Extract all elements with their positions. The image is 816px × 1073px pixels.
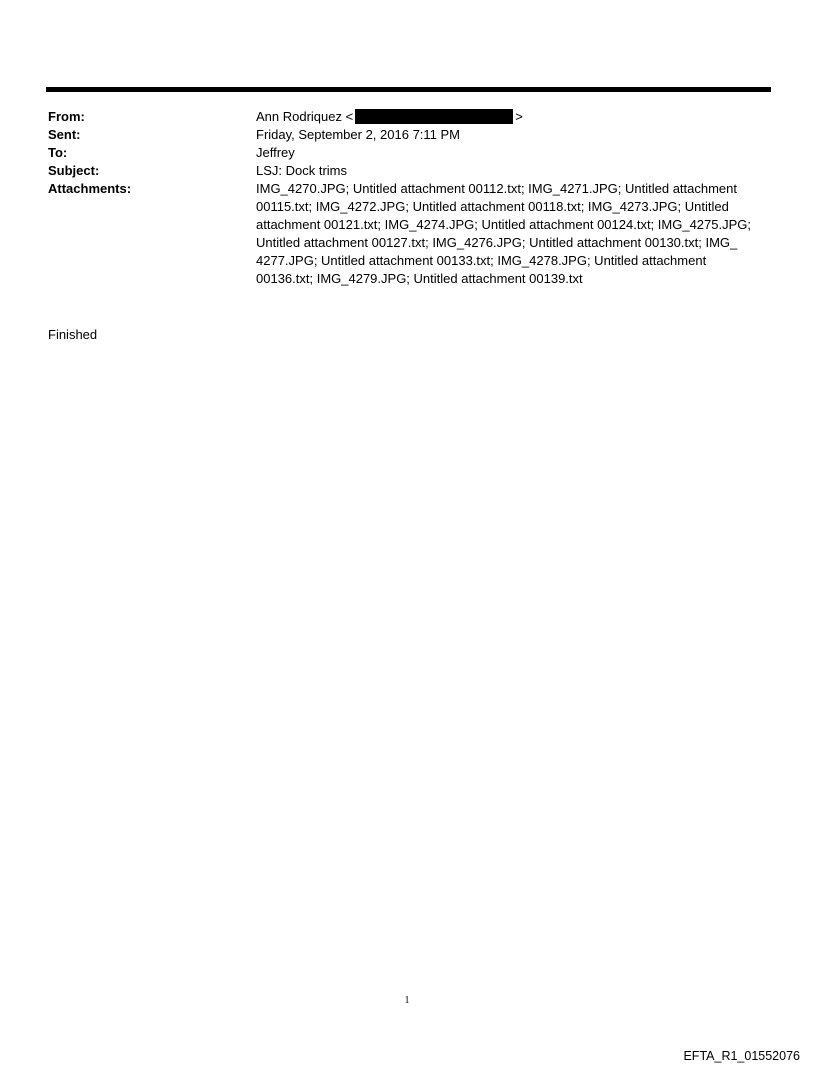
- subject-label: Subject:: [48, 163, 100, 178]
- subject-value: LSJ: Dock trims: [256, 163, 348, 178]
- page-number: 1: [404, 995, 410, 1006]
- attachments-value: IMG_4270.JPG; Untitled attachment 00112.txt; IMG_4271.JPG; Untitled attachment 00115.txt; IMG_4272.JPG; Untitled attachment 00118.txt; IMG_4273.JPG; Untitled attachment 00121.txt; IMG_4274.JPG; Untitled attachment 00124.txt; IMG_4275.JPG; Untitled attachment 00127.txt; IMG_4276.JPG; Untitled attachment 00130.txt; IMG_ 4277.JPG; Untitled attachment 00133.txt; IMG_4278.JPG; Untitled attachment 00136.txt; IMG_4279.JPG; Untitled attachment 00139.txt: [256, 181, 751, 286]
- sent-row: [48, 126, 768, 144]
- bates-number: EFTA_R1_01552076: [683, 1049, 800, 1063]
- redaction-bar: [355, 109, 513, 124]
- attachments-label: Attachments:: [48, 181, 132, 196]
- to-row: [48, 144, 768, 162]
- sent-label: Sent:: [48, 127, 81, 142]
- subject-row: [48, 162, 768, 180]
- to-label: To:: [48, 145, 68, 160]
- from-value: [256, 108, 761, 126]
- from-suffix: >: [515, 109, 523, 124]
- attachments-row: [48, 180, 768, 288]
- from-name: Ann Rodriquez <: [256, 109, 354, 124]
- email-header: [48, 108, 768, 288]
- email-body: Finished: [48, 327, 98, 342]
- from-row: [48, 108, 768, 126]
- from-label: From:: [48, 109, 85, 124]
- sent-value: Friday, September 2, 2016 7:11 PM: [256, 127, 461, 142]
- header-rule: [46, 87, 771, 92]
- to-value: Jeffrey: [256, 145, 295, 160]
